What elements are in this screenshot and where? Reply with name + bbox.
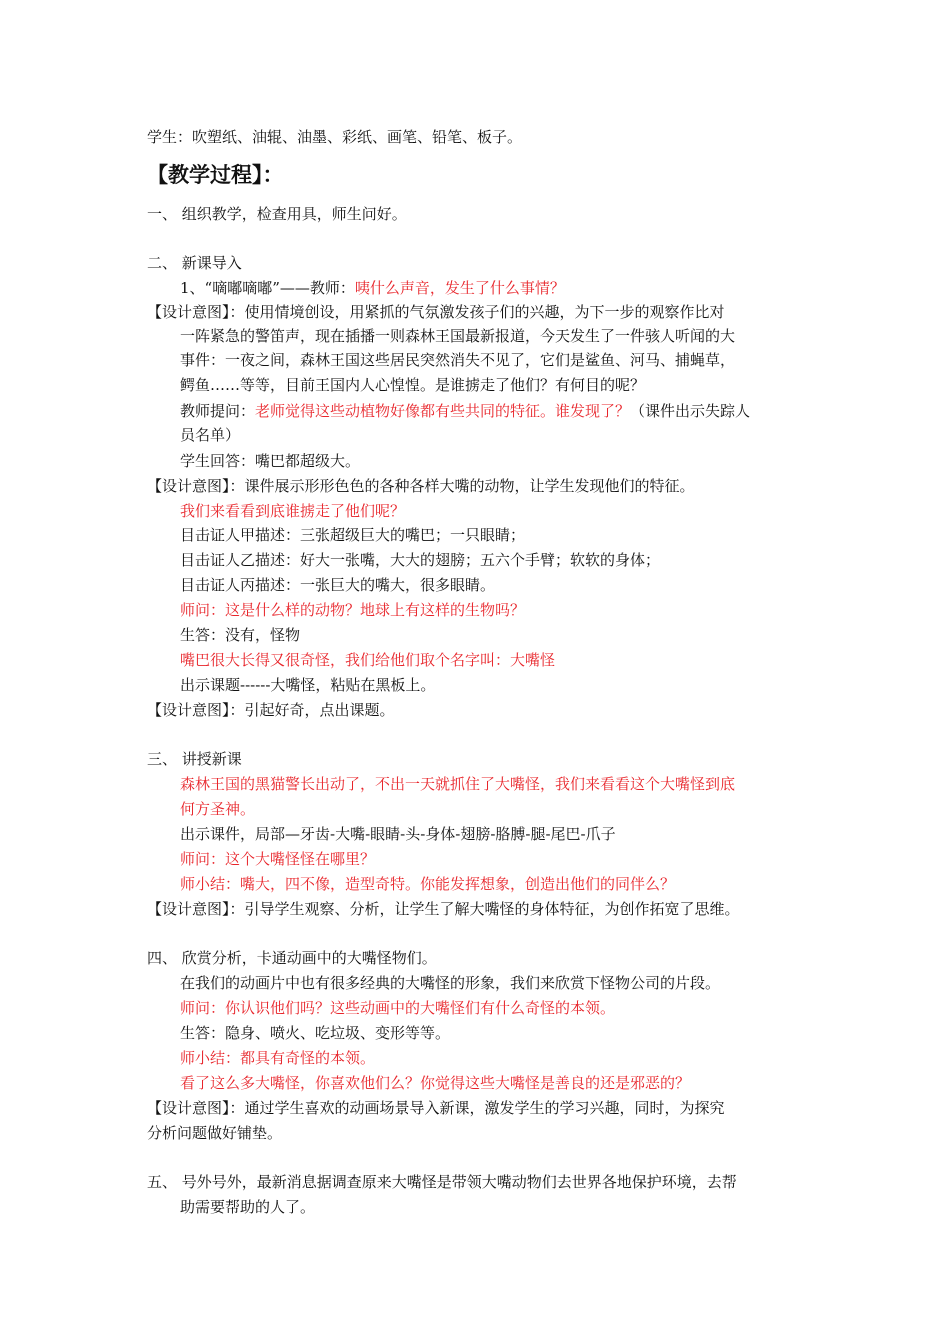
witness-c: 目击证人丙描述：一张巨大的嘴大，很多眼睛。: [180, 576, 496, 594]
section-4-red-summary: 师小结：都具有奇怪的本领。: [180, 1049, 376, 1067]
teacher-question-line: [180, 400, 750, 422]
teacher-question-lead: 教师提问：: [180, 402, 256, 420]
design-intent-5-line-1: 【设计意图】：通过学生喜欢的动画场景导入新课，激发学生的学习兴趣，同时，为探究: [147, 1099, 725, 1117]
section-2-line-1: [180, 277, 565, 299]
design-intent-2: 【设计意图】：课件展示形形色色的各种各样大嘴的动物，让学生发现他们的特征。: [147, 477, 695, 495]
design-intent-1-line-4: 鳄鱼……等等，目前王国内人心惶惶。是谁掳走了他们？有何目的呢？: [180, 376, 646, 394]
section-4-red-question: 师问：你认识他们吗？这些动画中的大嘴怪们有什么奇怪的本领。: [180, 999, 616, 1017]
section-1-line: 一、 组织教学，检查用具，师生问好。: [147, 205, 407, 223]
teacher-question-note-cont: 员名单）: [180, 426, 241, 444]
section-4-red-line-3: 看了这么多大嘴怪，你喜欢他们么？你觉得这些大嘴怪是善良的还是邪恶的？: [180, 1074, 691, 1092]
design-intent-1-line-2: 一阵紧急的警笛声，现在插播一则森林王国最新报道，今天发生了一件骇人听闻的大: [180, 327, 736, 345]
section-5-line-1: 五、 号外号外，最新消息据调查原来大嘴怪是带领大嘴动物们去世界各地保护环境，去帮: [147, 1173, 737, 1191]
section-2-line-1-question: 咦什么声音，发生了什么事情？: [354, 279, 565, 297]
section-3-show-slides: 出示课件，局部—牙齿-大嘴-眼睛-头-身体-翅膀-胳膊-腿-尾巴-爪子: [180, 825, 616, 843]
section-5-line-2: 助需要帮助的人了。: [180, 1198, 316, 1216]
witness-a: 目击证人甲描述：三张超级巨大的嘴巴；一只眼睛；: [180, 526, 526, 544]
red-line-name: 嘴巴很大长得又很奇怪，我们给他们取个名字叫：大嘴怪: [180, 651, 556, 669]
design-intent-1-line-3: 事件：一夜之间，森林王国这些居民突然消失不见了，它们是鲨鱼、河马、捕蝇草，: [180, 351, 736, 369]
student-answer-1: 学生回答：嘴巴都超级大。: [180, 452, 361, 470]
red-line-who-took: 我们来看看到底谁掳走了他们呢？: [180, 502, 406, 520]
design-intent-5-line-2: 分析问题做好铺垫。: [147, 1124, 283, 1142]
section-3-red-line-1-cont: 何方圣神。: [180, 800, 256, 818]
section-3-red-line-1: 森林王国的黑猫警长出动了，不出一天就抓住了大嘴怪，我们来看看这个大嘴怪到底: [180, 775, 736, 793]
section-2-line-1-lead: 1、“嘀嘟嘀嘟”——教师：: [180, 279, 355, 297]
show-topic-line: 出示课题------大嘴怪，粘贴在黑板上。: [180, 676, 436, 694]
design-intent-4: 【设计意图】：引导学生观察、分析，让学生了解大嘴怪的身体特征，为创作拓宽了思维。: [147, 900, 740, 918]
section-4-title: 四、 欣赏分析，卡通动画中的大嘴怪物们。: [147, 949, 437, 967]
red-line-what-animal: 师问：这是什么样的动物？地球上有这样的生物吗？: [180, 601, 526, 619]
design-intent-3: 【设计意图】：引起好奇，点出课题。: [147, 701, 395, 719]
section-3-red-summary: 师小结：嘴大，四不像，造型奇特。你能发挥想象，创造出他们的同伴么？: [180, 875, 676, 893]
section-4-line-1: 在我们的动画片中也有很多经典的大嘴怪的形象，我们来欣赏下怪物公司的片段。: [180, 974, 721, 992]
teaching-process-heading: 【教学过程】：: [147, 163, 284, 187]
witness-b: 目击证人乙描述：好大一张嘴，大大的翅膀；五六个手臂；软软的身体；: [180, 551, 661, 569]
student-answer-2: 生答：没有，怪物: [180, 626, 301, 644]
teacher-question-note: （课件出示失踪人: [630, 402, 751, 420]
section-3-title: 三、 讲授新课: [147, 750, 242, 768]
section-2-title: 二、 新课导入: [147, 254, 242, 272]
section-4-student-answer: 生答：隐身、喷火、吃垃圾、变形等等。: [180, 1024, 451, 1042]
teacher-question-text: 老师觉得这些动植物好像都有些共同的特征。谁发现了？: [255, 402, 631, 420]
section-3-red-question: 师问：这个大嘴怪怪在哪里？: [180, 850, 376, 868]
design-intent-1-line-1: 【设计意图】：使用情境创设，用紧抓的气氛激发孩子们的兴趣，为下一步的观察作比对: [147, 303, 725, 321]
materials-line: 学生：吹塑纸、油辊、油墨、彩纸、画笔、铅笔、板子。: [147, 128, 523, 146]
